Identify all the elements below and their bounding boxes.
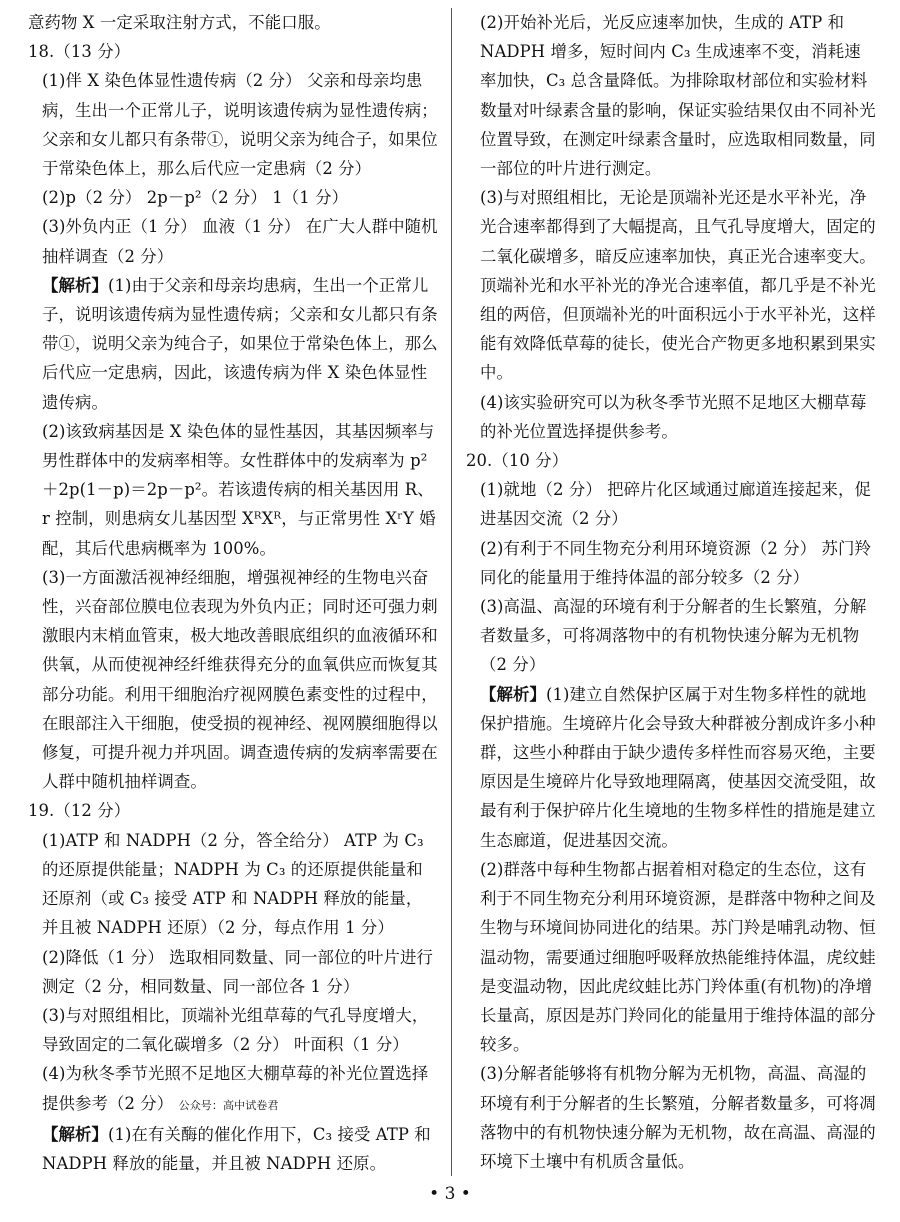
answer-paragraph: 意药物 X 一定采取注射方式，不能口服。 [28,13,331,32]
left-column [28,8,438,1178]
answer-paragraph: (2)群落中每种生物都占据着相对稳定的生态位，这有利于不同生物充分利用环境资源，是群落中物种之间及生物与环境间协同进化的结果。苏门羚是哺乳动物、恒温动物，需要通过细胞呼吸释放热能维持体温，虎纹蛙是变温动物，因此虎纹蛙比苏门羚体重(有机物)的净增长量高，原因是苏门羚同化的能量用于维持体温的部分较多。 [480,859,876,1055]
answer-paragraph: (3)高温、高湿的环境有利于分解者的生长繁殖，分解者数量多，可将凋落物中的有机物快速分解为无机物（2 分） [480,597,867,675]
answer-text: (4)为秋冬季节光照不足地区大棚草莓的补光位置选择提供参考（2 分） [42,1064,429,1113]
answer-paragraph: (2)p（2 分） 2p－p²（2 分） 1（1 分） [42,188,349,208]
answer-paragraph: (2)该致病基因是 X 染色体的显性基因，其基因频率与男性群体中的发病率相等。女性群体中的发病率为 p²＋2p(1－p)＝2p－p²。若该遗传病的相关基因用 R、r 控制，则患病女儿基因型 XᴿXᴿ，与正常男性 XʳY 婚配，其后代患病概率为 100%。 [42,421,436,558]
answer-paragraph: (2)有利于不同生物充分利用环境资源（2 分） 苏门羚同化的能量用于维持体温的部分较多（2 分） [480,538,871,587]
analysis-text: (1)建立自然保护区属于对生物多样性的就地保护措施。生境碎片化会导致大种群被分割成许多小种群，这些小种群由于缺少遗传多样性而容易灭绝，主要原因是生境碎片化导致地理隔离，使基因交流受阻，故最有利于保护碎片化生境地的生物多样性的措施是建立生态廊道，促进基因交流。 [480,684,876,850]
analysis-tag: 【解析】 [480,684,546,704]
answer-paragraph: (1)伴 X 染色体显性遗传病（2 分） 父亲和母亲均患病，生出一个正常儿子，说明该遗传病为显性遗传病；父亲和女儿都只有条带①，说明父亲为纯合子，如果位于常染色体上，那么后代应一定患病（2 分） [42,71,438,179]
question-number: 19.（12 分） [28,801,131,821]
analysis-tag: 【解析】 [42,275,108,295]
right-column [466,8,876,1176]
analysis-paragraph [28,1120,438,1178]
analysis-text: (1)由于父亲和母亲均患病，生出一个正常儿子，说明该遗传病为显性遗传病；父亲和女儿都只有条带①，说明父亲为纯合子，如果位于常染色体上，那么后代应一定患病，因此，该遗传病为伴 X 染色体显性遗传病。 [42,275,438,412]
answer-paragraph: (2)降低（1 分） 选取相同数量、同一部位的叶片进行测定（2 分，相同数量、同一部位各 1 分） [42,947,433,996]
watermark-note: 公众号：高中试卷君 [178,1098,279,1112]
column-divider [451,8,452,1176]
answer-paragraph: (3)与对照组相比，顶端补光组草莓的气孔导度增大，导致固定的二氧化碳增多（2 分） 叶面积（1 分） [42,1005,429,1055]
answer-paragraph: (3)外负内正（1 分） 血液（1 分） 在广大人群中随机抽样调查（2 分） [42,217,438,266]
answer-paragraph: (1)ATP 和 NADPH（2 分，答全给分） ATP 为 C₃ 的还原提供能量；NADPH 为 C₃ 的还原提供能量和还原剂（或 C₃ 接受 ATP 和 NADPH 释放的能量，并且被 NADPH 还原）（2 分，每点作用 1 分） [42,830,424,938]
analysis-text: (1)在有关酶的催化作用下，C₃ 接受 ATP 和 NADPH 释放的能量，并且被 NADPH 还原。 [42,1124,431,1173]
answer-paragraph: (3)与对照组相比，无论是顶端补光还是水平补光，净光合速率都得到了大幅提高，且气孔导度增大，固定的二氧化碳增多，暗反应速率加快，真正光合速率变大。顶端补光和水平补光的净光合速率值，都几乎是不补光组的两倍，但顶端补光的叶面积远小于水平补光，这样能有效降低草莓的徒长，使光合产物更多地积累到果实中。 [480,188,876,383]
analysis-paragraph [28,271,438,417]
answer-paragraph: (4)该实验研究可以为秋冬季节光照不足地区大棚草莓的补光位置选择提供参考。 [480,392,867,441]
page-number: • 3 • [429,1184,471,1204]
analysis-paragraph [466,680,876,855]
answer-paragraph: (2)开始补光后，光反应速率加快，生成的 ATP 和 NADPH 增多，短时间内 C₃ 生成速率不变，消耗速率加快，C₃ 总含量降低。为排除取材部位和实验材料数量对叶绿素含量的影响，保证实验结果仅由不同补光位置导致，在测定叶绿素含量时，应选取相同数量，同一部位的叶片进行测定。 [480,13,876,179]
answer-paragraph: (3)一方面激活视神经细胞，增强视神经的生物电兴奋性，兴奋部位膜电位表现为外负内正；同时还可强力刺激眼内末梢血管束，极大地改善眼底组织的血液循环和供氧，从而使视神经纤维获得充分的血氧供应而恢复其部分功能。利用干细胞治疗视网膜色素变性的过程中，在眼部注入干细胞，使受损的视神经、视网膜细胞得以修复，可提升视力并巩固。调查遗传病的发病率需要在人群中随机抽样调查。 [42,567,438,792]
answer-paragraph: (3)分解者能够将有机物分解为无机物，高温、高湿的环境有利于分解者的生长繁殖，分解者数量多，可将凋落物中的有机物快速分解为无机物，故在高温、高湿的环境下土壤中有机质含量低。 [480,1064,876,1171]
analysis-tag: 【解析】 [42,1124,108,1144]
answer-paragraph: (1)就地（2 分） 把碎片化区域通过廊道连接起来，促进基因交流（2 分） [480,480,871,529]
answer-paragraph [28,1059,438,1119]
question-number: 18.（13 分） [28,42,131,62]
question-number: 20.（10 分） [466,451,569,471]
